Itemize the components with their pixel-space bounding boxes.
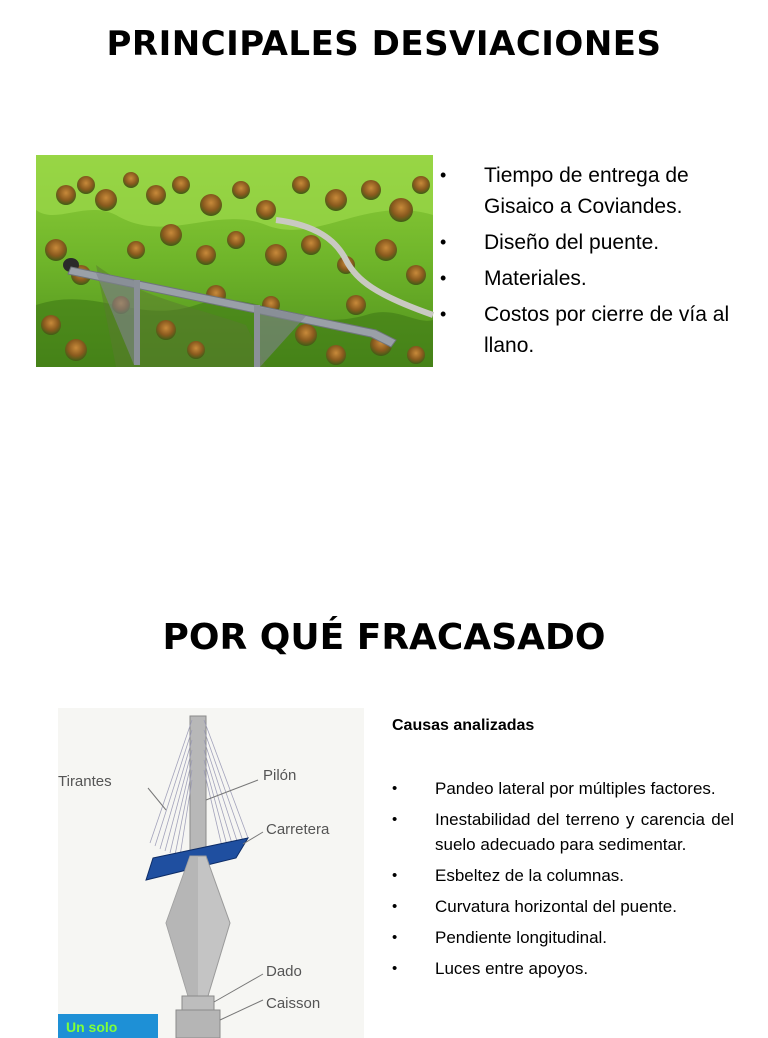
bullet-icon: • (392, 898, 398, 915)
list-item (392, 925, 734, 950)
label-carretera: Carretera (266, 821, 330, 838)
bullet-icon: • (440, 268, 447, 288)
bullet-icon: • (392, 929, 398, 946)
causes-list (392, 776, 734, 987)
label-caisson: Caisson (266, 995, 321, 1012)
note-text: Un solo (66, 1019, 118, 1035)
deviations-list (440, 160, 758, 366)
bullet-text: Pendiente longitudinal. (435, 928, 608, 947)
bullet-icon: • (392, 867, 398, 884)
slide-title: POR QUÉ FRACASADO (162, 617, 606, 658)
bullet-text: Costos por cierre de vía al llano. (484, 303, 730, 357)
bullet-text: Pandeo lateral por múltiples factores. (435, 779, 716, 798)
slide-por-que-fracasado (0, 512, 768, 1035)
bullet-icon: • (392, 780, 398, 797)
list-item (392, 807, 734, 857)
label-tirantes: Tirantes (58, 773, 112, 790)
list-item (440, 160, 758, 222)
bullet-icon: • (392, 960, 398, 977)
bullet-text: Curvatura horizontal del puente. (435, 897, 677, 916)
list-item (392, 894, 734, 919)
list-item (392, 956, 734, 981)
bullet-text: Inestabilidad del terreno y carencia del suelo adecuado para sedimentar. (435, 810, 734, 854)
bullet-icon: • (440, 232, 447, 252)
bullet-text: Tiempo de entrega de Gisaico a Coviandes. (484, 164, 689, 218)
list-item (392, 863, 734, 888)
bullet-text: Diseño del puente. (484, 231, 660, 254)
bullet-icon: • (440, 165, 447, 185)
bullet-text: Esbeltez de la columnas. (435, 866, 624, 885)
bridge-pylon-diagram (58, 708, 364, 1038)
bullet-text: Luces entre apoyos. (435, 959, 589, 978)
list-item (440, 299, 758, 361)
causes-heading: Causas analizadas (392, 717, 535, 734)
label-pilon: Pilón (263, 767, 297, 784)
slide-principales-desviaciones (0, 0, 768, 512)
slide-title: PRINCIPALES DESVIACIONES (106, 24, 662, 64)
list-item (440, 227, 758, 258)
label-dado: Dado (266, 963, 302, 980)
list-item (440, 263, 758, 294)
list-item (392, 776, 734, 801)
bridge-landscape-image (36, 155, 433, 367)
bullet-icon: • (392, 811, 398, 828)
bullet-text: Materiales. (484, 267, 587, 290)
bullet-icon: • (440, 304, 447, 324)
